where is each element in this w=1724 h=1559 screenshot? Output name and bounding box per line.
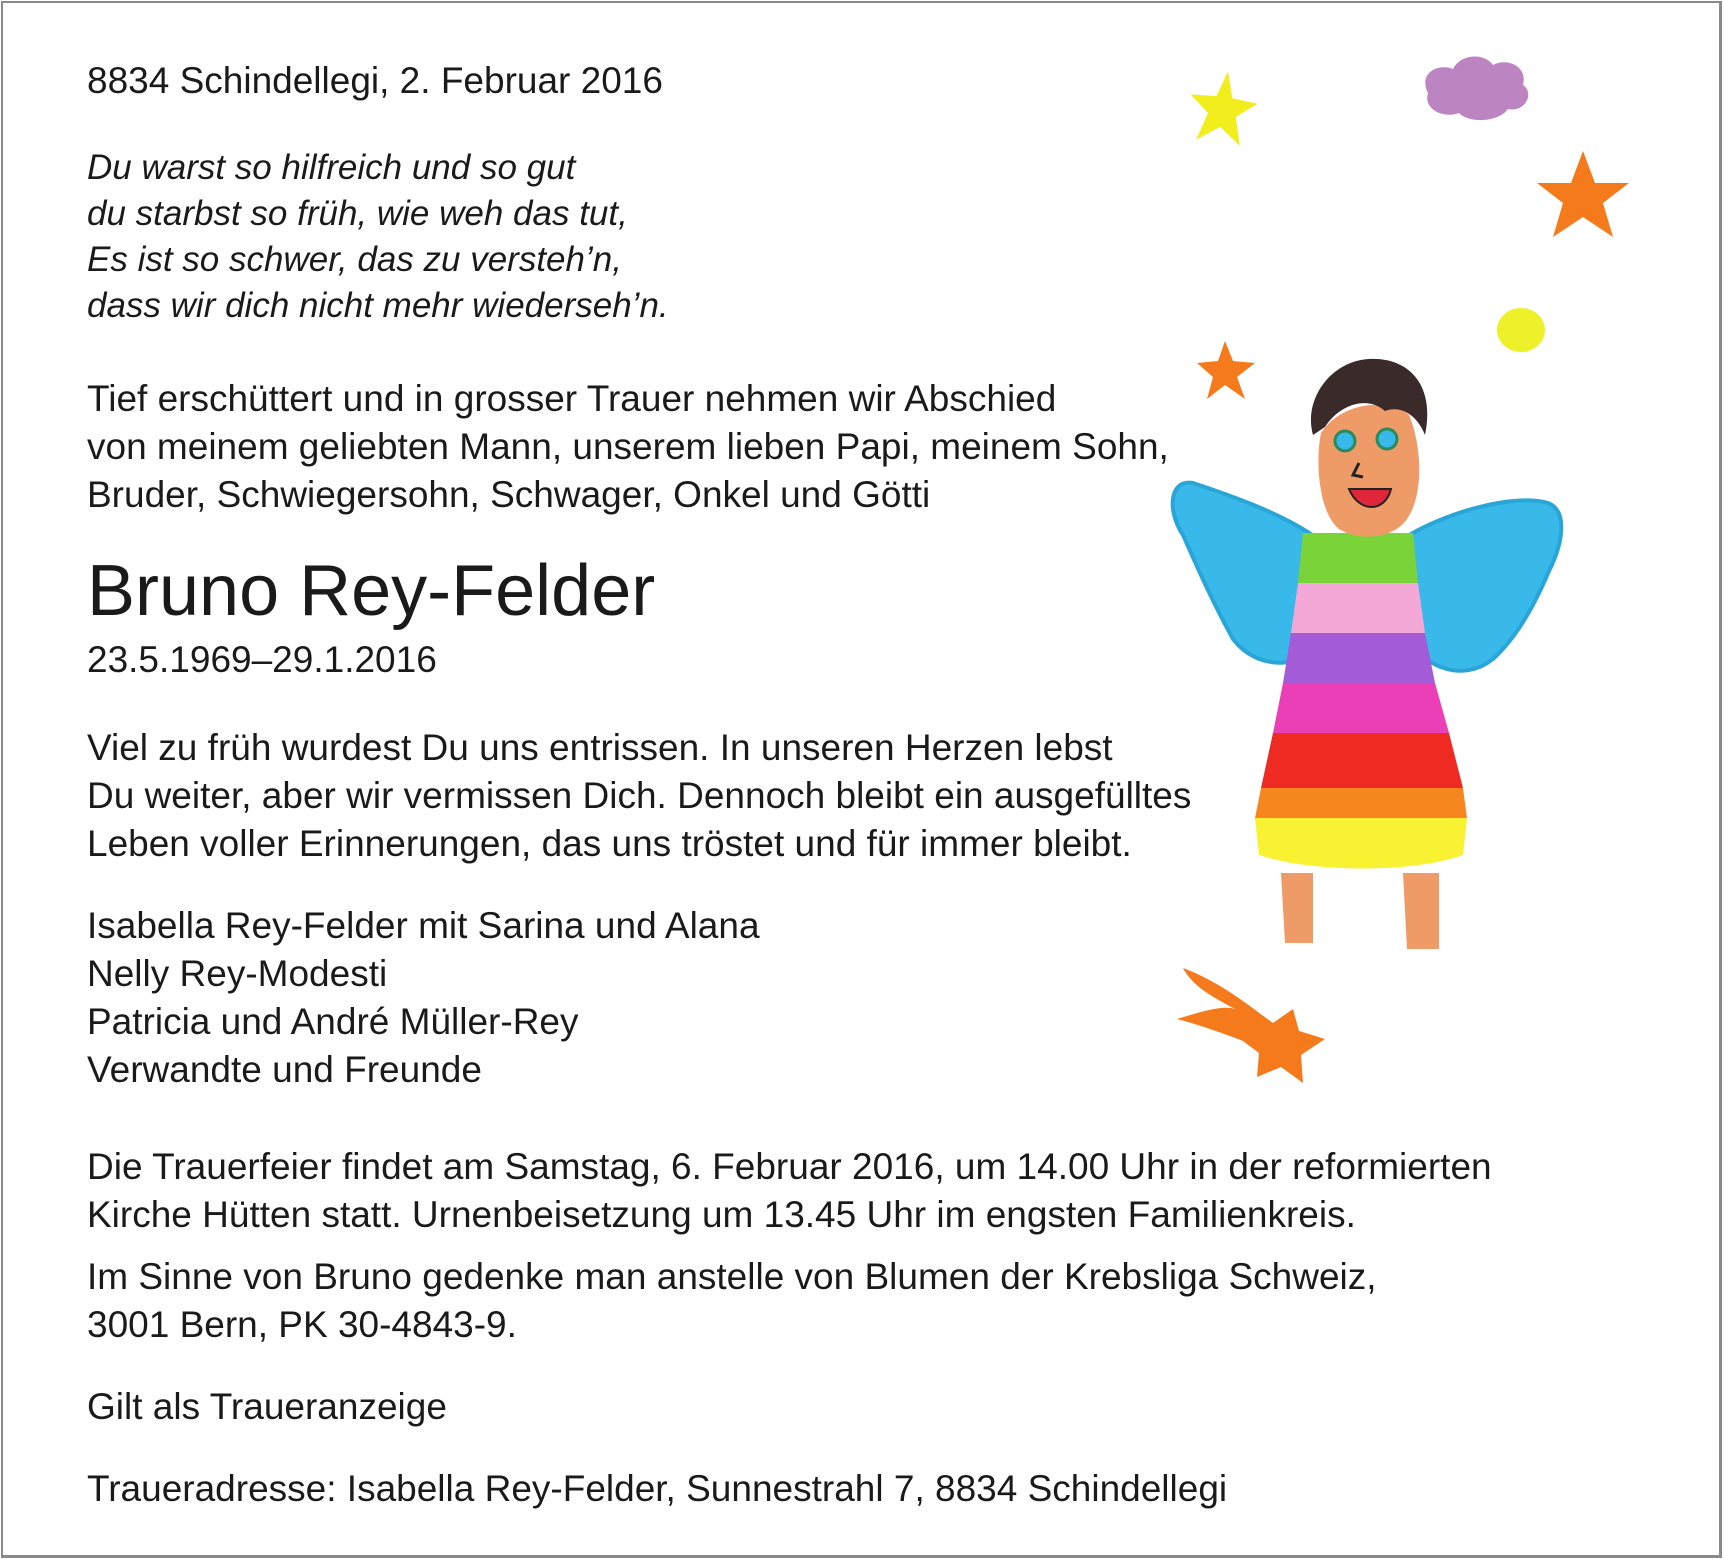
face-icon — [1311, 359, 1427, 537]
mourner: Isabella Rey-Felder mit Sarina und Alana — [87, 905, 760, 946]
obituary-frame — [1, 1, 1722, 1558]
shooting-star-icon — [1177, 968, 1325, 1083]
halo-icon — [1497, 308, 1545, 352]
ceremony-line: Kirche Hütten statt. Urnenbeisetzung um 13.45 Uhr im engsten Familienkreis. — [87, 1194, 1356, 1235]
angel-drawing — [1163, 43, 1703, 1103]
poem-line: Du warst so hilfreich und so gut — [87, 148, 576, 187]
mourner: Patricia und André Müller-Rey — [87, 1001, 579, 1042]
life-dates: 23.5.1969–29.1.2016 — [87, 639, 437, 680]
mourner: Nelly Rey-Modesti — [87, 953, 388, 994]
tribute-line: Viel zu früh wurdest Du uns entrissen. In unseren Herzen lebst — [87, 727, 1113, 768]
star-icon — [1537, 151, 1629, 237]
mourner: Verwandte und Freunde — [87, 1049, 482, 1090]
intro-line: Tief erschüttert und in grosser Trauer nehmen wir Abschied — [87, 378, 1057, 419]
poem-line: du starbst so früh, wie weh das tut, — [87, 194, 628, 233]
donation-line: 3001 Bern, PK 30-4843-9. — [87, 1304, 517, 1345]
mourning-address: Traueradresse: Isabella Rey-Felder, Sunnestrahl 7, 8834 Schindellegi — [87, 1468, 1228, 1509]
donation-line: Im Sinne von Bruno gedenke man anstelle von Blumen der Krebsliga Schweiz, — [87, 1256, 1377, 1297]
deceased-name: Bruno Rey-Felder — [87, 551, 656, 631]
star-icon — [1197, 341, 1255, 399]
tribute-line: Leben voller Erinnerungen, das uns tröstet und für immer bleibt. — [87, 823, 1132, 864]
place-date: 8834 Schindellegi, 2. Februar 2016 — [87, 60, 663, 101]
legs-icon — [1281, 873, 1439, 949]
ceremony-line: Die Trauerfeier findet am Samstag, 6. Februar 2016, um 14.00 Uhr in der reformierten — [87, 1146, 1492, 1187]
star-icon — [1184, 67, 1261, 148]
poem-line: dass wir dich nicht mehr wiederseh’n. — [87, 286, 669, 325]
intro-line: Bruder, Schwiegersohn, Schwager, Onkel und Götti — [87, 474, 931, 515]
intro-line: von meinem geliebten Mann, unserem lieben Papi, meinem Sohn, — [87, 426, 1169, 467]
poem-line: Es ist so schwer, das zu versteh’n, — [87, 240, 622, 279]
notice-text: Gilt als Traueranzeige — [87, 1386, 447, 1427]
tribute-line: Du weiter, aber wir vermissen Dich. Dennoch bleibt ein ausgefülltes — [87, 775, 1192, 816]
cloud-icon — [1425, 56, 1528, 120]
